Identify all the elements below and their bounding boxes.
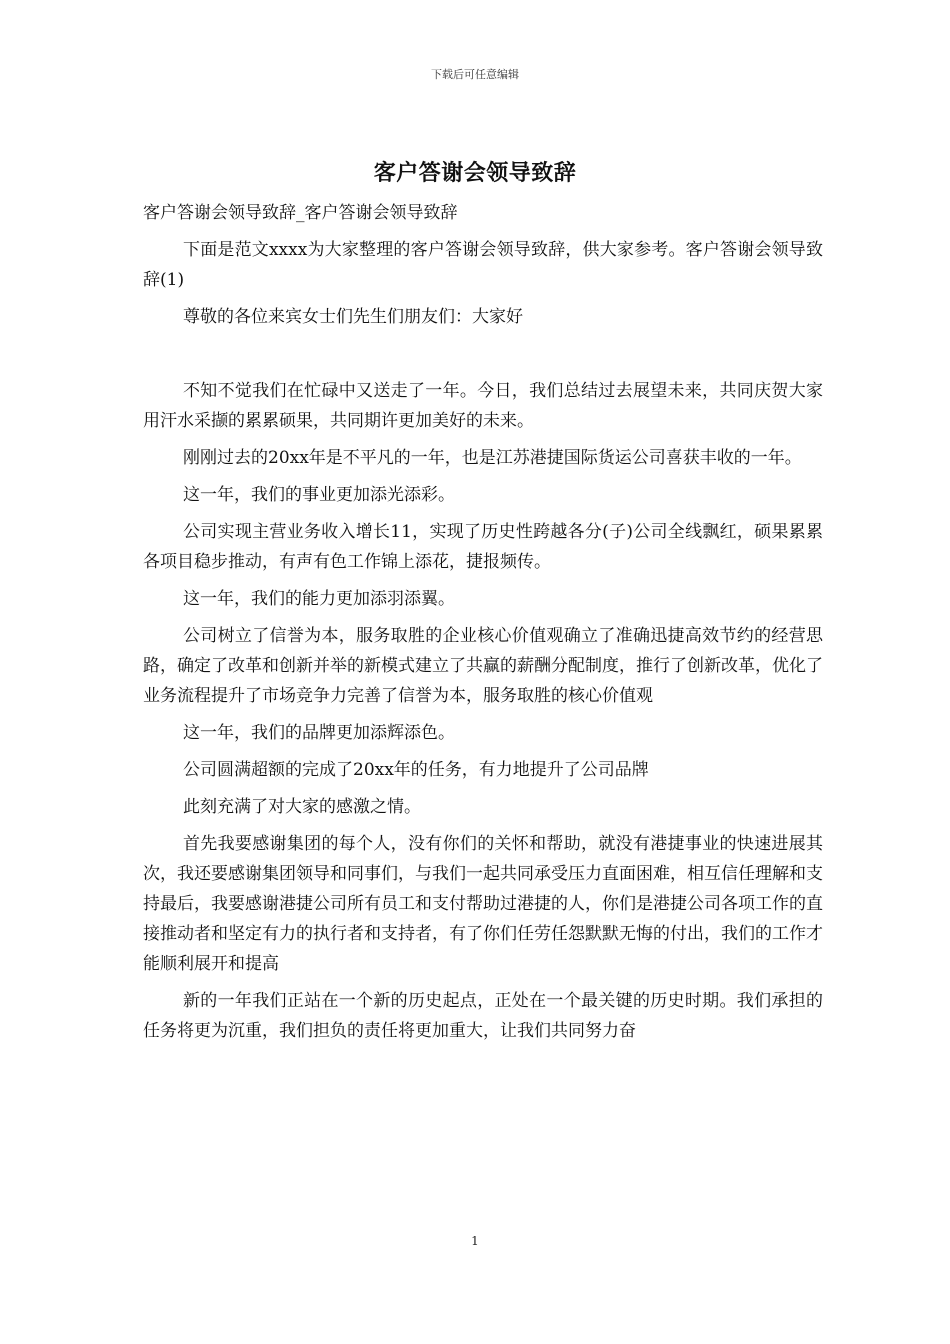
paragraph-revenue: 公司实现主营业务收入增长11，实现了历史性跨越各分(子)公司全线飘红，硕果累累各项目稳步推动，有声有色工作锦上添花，捷报频传。 [143, 522, 823, 572]
paragraph-intro: 下面是范文xxxx为大家整理的客户答谢会领导致辞，供大家参考。客户答谢会领导致辞(1) [143, 240, 823, 290]
paragraph-values: 公司树立了信誉为本，服务取胜的企业核心价值观确立了准确迅捷高效节约的经营思路，确定了改革和创新并举的新模式建立了共赢的薪酬分配制度，推行了创新改革，优化了业务流程提升了市场竞争力完善了信誉为本，服务取胜的核心价值观 [143, 626, 823, 706]
paragraph-ability: 这一年，我们的能力更加添羽添翼。 [183, 589, 455, 609]
paragraph-career: 这一年，我们的事业更加添光添彩。 [183, 485, 455, 505]
paragraph-brand: 这一年，我们的品牌更加添辉添色。 [183, 723, 455, 743]
document-title: 客户答谢会领导致辞 [373, 160, 577, 186]
paragraph-gratitude: 此刻充满了对大家的感激之情。 [183, 797, 421, 817]
paragraph-tasks: 公司圆满超额的完成了20xx年的任务，有力地提升了公司品牌 [183, 760, 649, 780]
document-subtitle: 客户答谢会领导致辞_客户答谢会领导致辞 [143, 203, 458, 223]
blank-line [143, 339, 823, 369]
paragraph-thanks: 首先我要感谢集团的每个人，没有你们的关怀和帮助，就没有港捷事业的快速进展其次，我还要感谢集团领导和同事们，与我们一起共同承受压力直面困难，相互信任理解和支持最后，我要感谢港捷公司所有员工和支付帮助过港捷的人，你们是港捷公司各项工作的直接推动者和坚定有力的执行者和支持者，有了你们任劳任怨默默无悔的付出，我们的工作才能顺利展开和提高 [143, 834, 823, 974]
paragraph-year-review: 不知不觉我们在忙碌中又送走了一年。今日，我们总结过去展望未来，共同庆贺大家用汗水采撷的累累硕果，共同期许更加美好的未来。 [143, 381, 823, 431]
page-number: 1 [471, 1234, 479, 1248]
paragraph-past-year: 刚刚过去的20xx年是不平凡的一年，也是江苏港捷国际货运公司喜获丰收的一年。 [183, 448, 802, 468]
header-note: 下载后可任意编辑 [431, 68, 519, 81]
document-body [143, 198, 823, 1053]
paragraph-new-year: 新的一年我们正站在一个新的历史起点，正处在一个最关键的历史时期。我们承担的任务将更为沉重，我们担负的责任将更加重大，让我们共同努力奋 [143, 991, 823, 1041]
paragraph-greeting: 尊敬的各位来宾女士们先生们朋友们：大家好 [183, 307, 523, 327]
